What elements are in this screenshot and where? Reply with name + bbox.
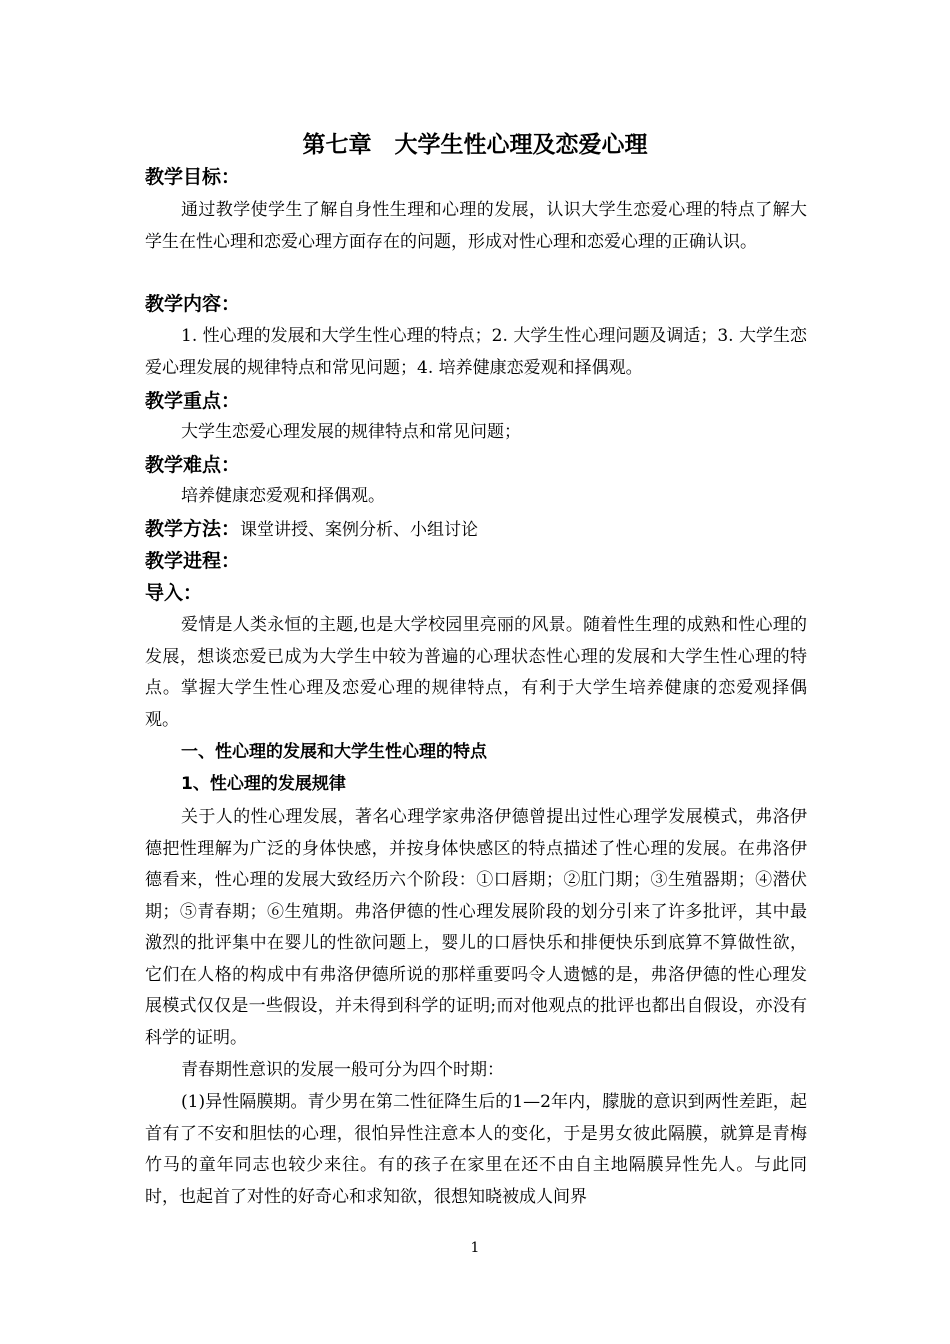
chapter-title: 第七章 大学生性心理及恋爱心理: [302, 132, 648, 158]
page-number: 1: [470, 1240, 480, 1256]
method-text: 课堂讲授、案例分析、小组讨论: [240, 520, 479, 540]
periods-paragraph: 青春期性意识的发展一般可分为四个时期：: [181, 1060, 504, 1080]
difficulty-heading: 教学难点：: [145, 454, 241, 476]
section-1-1-heading: 1、性心理的发展规律: [181, 774, 346, 794]
content-heading: 教学内容：: [145, 293, 241, 315]
key-points-heading: 教学重点：: [145, 390, 241, 412]
method-heading: 教学方法：: [145, 518, 241, 540]
period-1-paragraph: (1)异性隔膜期。青少男在第二性征降生后的1—2年内，朦胧的意识到两性差距，起首有了不安和胆怯的心理，很怕异性注意本人的变化，于是男女彼此隔膜，就算是青梅竹马的童年同志也较少来往。有的孩子在家里在还不由自主地隔膜异性先人。与此同时，也起首了对性的好奇心和求知欲，很想知晓被成人间界: [145, 1092, 807, 1207]
intro-paragraph: 爱情是人类永恒的主题,也是大学校园里亮丽的风景。随着性生理的成熟和性心理的发展，想谈恋爱已成为大学生中较为普遍的心理状态性心理的发展和大学生性心理的特点。掌握大学生性心理及恋爱心理的规律特点，有利于大学生培养健康的恋爱观择偶观。: [145, 615, 807, 730]
objectives-paragraph: 通过教学使学生了解自身性生理和心理的发展，认识大学生恋爱心理的特点了解大学生在性心理和恋爱心理方面存在的问题，形成对性心理和恋爱心理的正确认识。: [145, 200, 807, 252]
method-line: [145, 514, 478, 545]
content-paragraph: 1. 性心理的发展和大学生性心理的特点；2. 大学生性心理问题及调适；3. 大学生恋爱心理发展的规律特点和常见问题；4. 培养健康恋爱观和择偶观。: [145, 326, 807, 378]
freud-paragraph: 关于人的性心理发展，著名心理学家弗洛伊德曾提出过性心理学发展模式，弗洛伊德把性理解为广泛的身体快感，并按身体快感区的特点描述了性心理的发展。在弗洛伊德看来，性心理的发展大致经历六个阶段：①口唇期；②肛门期；③生殖器期；④潜伏期；⑤青春期；⑥生殖期。弗洛伊德的性心理发展阶段的划分引来了许多批评，其中最激烈的批评集中在婴儿的性欲问题上，婴儿的口唇快乐和排便快乐到底算不算做性欲，它们在人格的构成中有弗洛伊德所说的那样重要吗令人遗憾的是，弗洛伊德的性心理发展模式仅仅是一些假设，并未得到科学的证明;而对他观点的批评也都出自假设，亦没有科学的证明。: [145, 807, 807, 1048]
process-heading: 教学进程：: [145, 550, 241, 572]
objectives-heading: 教学目标：: [145, 166, 241, 188]
intro-heading: 导入：: [145, 582, 203, 604]
key-points-paragraph: 大学生恋爱心理发展的规律特点和常见问题；: [181, 422, 521, 442]
section-1-heading: 一、性心理的发展和大学生性心理的特点: [181, 742, 487, 762]
difficulty-paragraph: 培养健康恋爱观和择偶观。: [181, 486, 385, 506]
